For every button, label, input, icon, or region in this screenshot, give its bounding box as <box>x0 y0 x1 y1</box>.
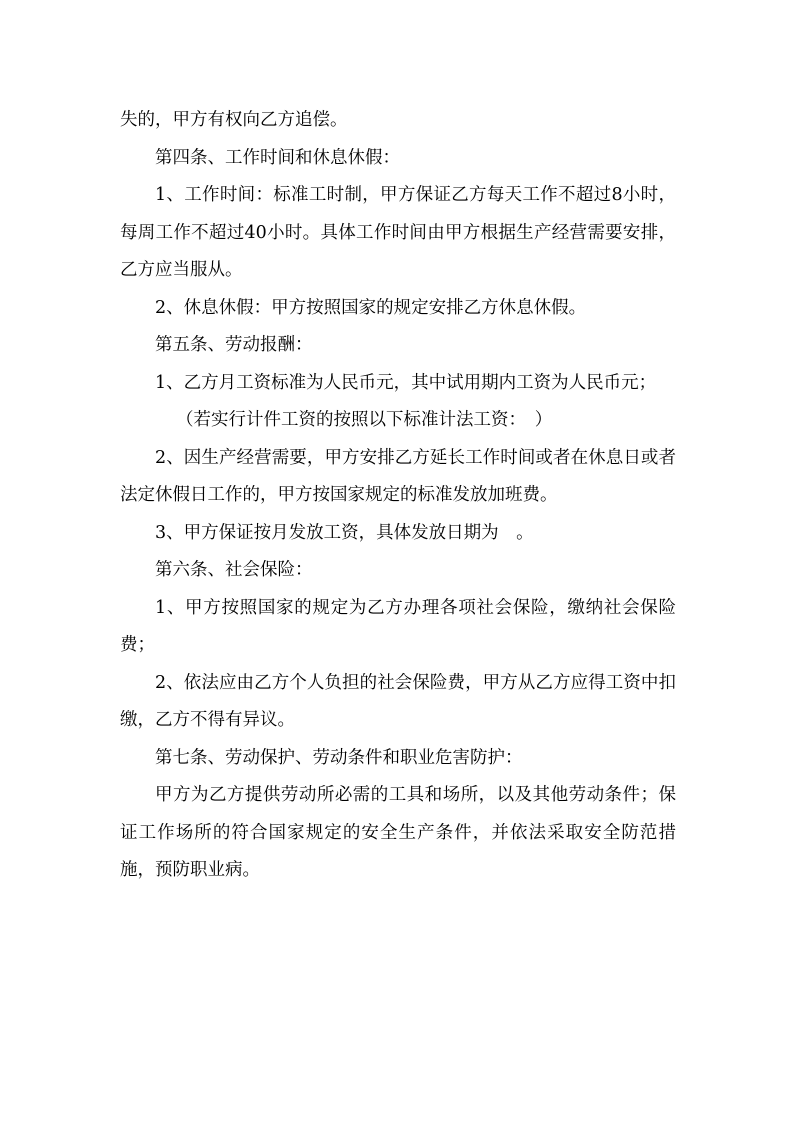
article-4-heading: 第四条、工作时间和休息休假： <box>155 147 400 168</box>
document-page <box>120 102 676 890</box>
article-5-clause-1: 1、乙方月工资标准为人民币元，其中试用期内工资为人民币元； <box>155 372 657 393</box>
article-5-piecework-note: （若实行计件工资的按照以下标准计法工资： ） <box>176 410 553 430</box>
article-5-clause-3: 3、甲方保证按月发放工资，具体发放日期为 。 <box>155 522 534 543</box>
article-4-clause-1: 1、工作时间：标准工时制，甲方保证乙方每天工作不超过8小时，每周工作不超过40小时。具体工作时间由甲方根据生产经营需要安排，乙方应当服从。 <box>120 185 676 280</box>
article-4-clause-2: 2、休息休假：甲方按照国家的规定安排乙方休息休假。 <box>155 297 587 318</box>
article-7-heading: 第七条、劳动保护、劳动条件和职业危害防护： <box>155 747 523 768</box>
article-6-heading: 第六条、社会保险： <box>155 560 313 580</box>
paragraph-continuation: 失的，甲方有权向乙方追偿。 <box>120 110 348 130</box>
article-6-clause-2: 2、依法应由乙方个人负担的社会保险费，甲方从乙方应得工资中扣缴，乙方不得有异议。 <box>120 672 676 730</box>
article-7-body: 甲方为乙方提供劳动所必需的工具和场所，以及其他劳动条件；保证工作场所的符合国家规定的安全生产条件，并依法采取安全防范措施，预防职业病。 <box>120 785 676 880</box>
article-5-clause-2: 2、因生产经营需要，甲方安排乙方延长工作时间或者在休息日或者法定休假日工作的，甲方按国家规定的标准发放加班费。 <box>120 447 676 505</box>
article-6-clause-1: 1、甲方按照国家的规定为乙方办理各项社会保险，缴纳社会保险费； <box>120 597 676 655</box>
article-5-heading: 第五条、劳动报酬： <box>155 335 313 355</box>
